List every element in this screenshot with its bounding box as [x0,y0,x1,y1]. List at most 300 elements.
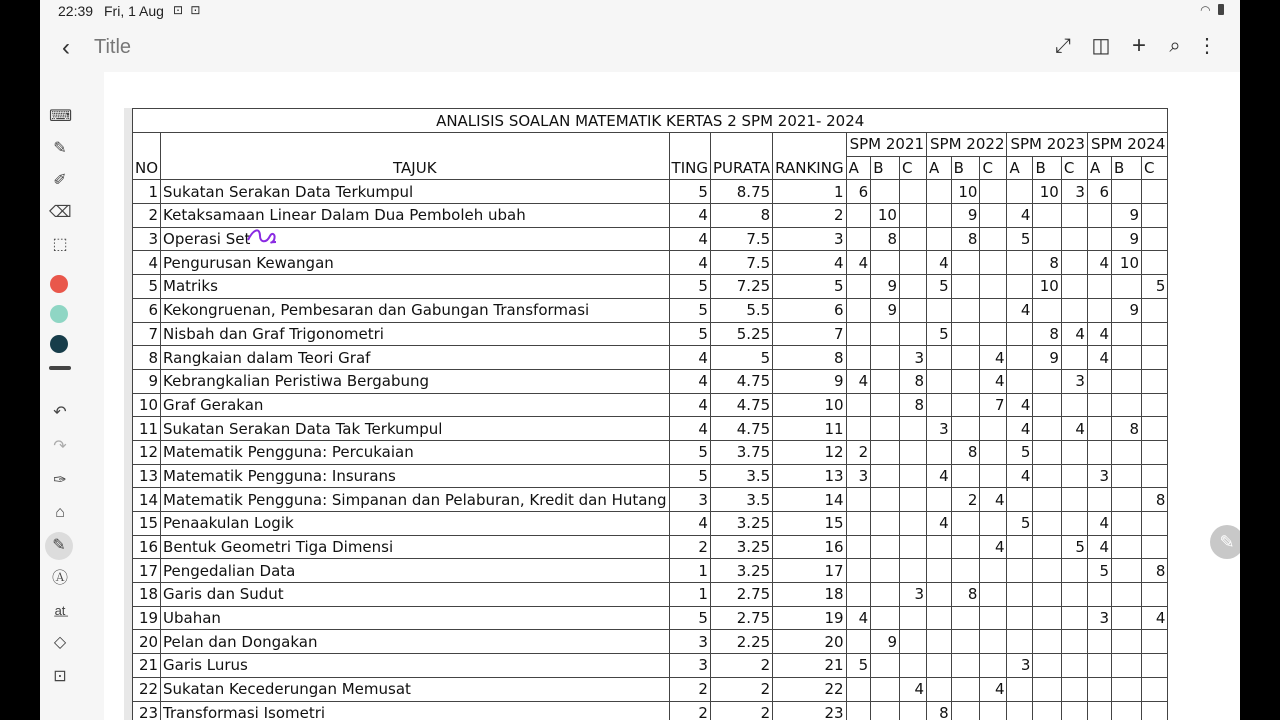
table-row [133,701,1168,720]
row-count-cell [1007,488,1033,512]
sheet-gutter [124,108,132,720]
header-part-c: C [1061,156,1087,180]
row-count-cell [899,606,926,630]
row-topic: Matematik Pengguna: Insurans [161,464,670,488]
row-count-cell [1112,464,1142,488]
row-count-cell [1142,180,1168,204]
row-count-cell [1112,583,1142,607]
row-count-cell: 2 [951,488,980,512]
row-topic: Penaakulan Logik [161,512,670,536]
row-count-cell [980,322,1007,346]
color-swatch-teal[interactable] [50,305,68,323]
row-count-cell [951,559,980,583]
row-topic: Pengurusan Kewangan [161,251,670,275]
row-count-cell [899,701,926,720]
add-page-icon[interactable]: + [1131,32,1146,59]
lock-icon[interactable]: ⊡ [53,668,67,685]
row-purata: 8.75 [710,180,772,204]
row-count-cell [980,275,1007,299]
row-count-cell [951,512,980,536]
header-ranking: RANKING [773,133,846,180]
header-part-a: A [846,156,871,180]
row-ranking: 12 [773,440,846,464]
row-topic: Matematik Pengguna: Simpanan dan Pelaburan, Kredit dan Hutang [161,488,670,512]
row-count-cell [1061,512,1087,536]
row-count-cell: 3 [899,346,926,370]
row-count-cell: 4 [927,251,952,275]
row-count-cell [1033,204,1061,228]
row-count-cell [951,535,980,559]
shapes-icon[interactable]: ◇ [53,634,67,651]
row-count-cell [1142,417,1168,441]
row-count-cell [899,559,926,583]
row-count-cell [871,180,900,204]
table-row [133,606,1168,630]
row-topic: Pelan dan Dongakan [161,630,670,654]
app-bar [40,22,1240,72]
row-count-cell [1033,512,1061,536]
shape-pen-icon[interactable]: ⌂ [55,504,65,521]
header-part-a: A [927,156,952,180]
row-purata: 5 [710,346,772,370]
row-count-cell [899,180,926,204]
row-count-cell [1112,180,1142,204]
row-count-cell [1087,630,1111,654]
row-count-cell [899,512,926,536]
row-ranking: 16 [773,535,846,559]
row-count-cell [951,654,980,678]
row-purata: 7.5 [710,227,772,251]
battery-icon [1218,4,1224,15]
row-count-cell [846,677,871,701]
row-number: 14 [133,488,161,512]
row-count-cell: 4 [1007,393,1033,417]
header-no: NO [133,133,161,180]
row-count-cell [1112,654,1142,678]
row-ting: 2 [669,535,710,559]
row-count-cell [871,393,900,417]
pen-settings-icon[interactable]: ✑ [53,472,67,489]
row-count-cell [1061,251,1087,275]
lasso-select-icon[interactable]: ⬚ [52,236,68,253]
row-count-cell: 4 [980,346,1007,370]
row-count-cell: 3 [927,417,952,441]
row-count-cell: 3 [899,583,926,607]
row-count-cell [1112,393,1142,417]
row-purata: 7.5 [710,251,772,275]
row-purata: 3.25 [710,535,772,559]
table-row [133,630,1168,654]
row-ranking: 18 [773,583,846,607]
row-count-cell [1007,346,1033,370]
row-count-cell: 8 [899,393,926,417]
back-chevron-icon[interactable]: ‹ [62,34,70,61]
row-count-cell [1087,701,1111,720]
row-ranking: 14 [773,488,846,512]
row-count-cell [1087,227,1111,251]
row-count-cell [1112,440,1142,464]
row-count-cell [1007,275,1033,299]
row-topic: Transformasi Isometri [161,701,670,720]
row-purata: 8 [710,204,772,228]
row-count-cell [1142,512,1168,536]
row-count-cell [980,417,1007,441]
row-count-cell [871,512,900,536]
row-count-cell: 3 [1087,464,1111,488]
analysis-table [132,108,1168,720]
row-count-cell [1033,488,1061,512]
row-count-cell [1033,440,1061,464]
row-count-cell [951,346,980,370]
status-date: Fri, 1 Aug [104,3,164,19]
row-count-cell: 10 [1112,251,1142,275]
row-number: 11 [133,417,161,441]
undo-icon[interactable]: ↶ [53,404,67,421]
row-topic: Sukatan Serakan Data Tak Terkumpul [161,417,670,441]
row-ting: 4 [669,393,710,417]
status-time: 22:39 [58,3,94,19]
row-count-cell [1007,322,1033,346]
row-count-cell [1033,227,1061,251]
book-view-icon[interactable]: ◫ [1091,35,1111,57]
note-canvas[interactable] [104,72,1240,720]
row-count-cell [1033,606,1061,630]
table-row [133,654,1168,678]
row-number: 16 [133,535,161,559]
row-count-cell: 4 [927,512,952,536]
row-ranking: 8 [773,346,846,370]
row-count-cell [1033,677,1061,701]
row-count-cell [1007,701,1033,720]
row-count-cell [1033,559,1061,583]
row-count-cell [1142,654,1168,678]
row-count-cell [899,227,926,251]
row-purata: 3.25 [710,559,772,583]
row-count-cell [1142,677,1168,701]
row-number: 21 [133,654,161,678]
table-row [133,275,1168,299]
row-count-cell [951,417,980,441]
row-count-cell [1087,488,1111,512]
row-ting: 5 [669,322,710,346]
row-count-cell [1061,464,1087,488]
row-count-cell [1061,630,1087,654]
row-count-cell [899,275,926,299]
row-count-cell [871,440,900,464]
highlighter-icon[interactable]: ✐ [53,172,67,189]
row-ting: 1 [669,583,710,607]
table-row [133,298,1168,322]
table-row [133,251,1168,275]
row-count-cell: 10 [871,204,900,228]
row-ranking: 4 [773,251,846,275]
row-count-cell: 8 [1033,322,1061,346]
row-topic: Sukatan Kecederungan Memusat [161,677,670,701]
row-count-cell: 3 [1061,180,1087,204]
row-count-cell [980,251,1007,275]
row-count-cell: 6 [846,180,871,204]
row-count-cell: 10 [1033,275,1061,299]
row-number: 15 [133,512,161,536]
row-count-cell [927,559,952,583]
text-tool-icon[interactable]: Ⓐ [51,570,68,587]
row-count-cell [927,583,952,607]
stroke-width-icon[interactable] [49,366,71,370]
active-pen-icon[interactable]: ✎ [45,532,73,560]
row-ting: 4 [669,204,710,228]
row-topic: Kekongruenan, Pembesaran dan Gabungan Transformasi [161,298,670,322]
row-count-cell [927,180,952,204]
row-count-cell: 4 [1087,322,1111,346]
status-bar [40,0,1240,22]
row-count-cell [951,464,980,488]
row-count-cell [1142,630,1168,654]
more-options-icon[interactable]: ⋮ [1197,35,1217,57]
row-count-cell: 4 [1061,322,1087,346]
row-number: 5 [133,275,161,299]
row-count-cell: 8 [1033,251,1061,275]
row-count-cell [899,440,926,464]
row-number: 23 [133,701,161,720]
row-count-cell: 5 [1087,559,1111,583]
row-count-cell: 4 [899,677,926,701]
color-swatch-navy[interactable] [50,335,68,353]
row-ting: 5 [669,298,710,322]
row-count-cell [1112,369,1142,393]
row-count-cell: 3 [846,464,871,488]
row-purata: 4.75 [710,417,772,441]
row-count-cell [1112,346,1142,370]
row-count-cell [1061,677,1087,701]
row-count-cell [871,488,900,512]
row-count-cell [846,322,871,346]
row-count-cell [1142,535,1168,559]
row-count-cell [951,393,980,417]
row-count-cell: 4 [846,369,871,393]
row-number: 8 [133,346,161,370]
row-ting: 4 [669,227,710,251]
row-count-cell [1033,393,1061,417]
row-count-cell [846,227,871,251]
row-count-cell: 9 [1112,204,1142,228]
row-count-cell [1112,606,1142,630]
row-count-cell [1112,630,1142,654]
color-swatch-red[interactable] [50,275,68,293]
row-count-cell [1112,535,1142,559]
header-spm-2021: SPM 2021 [846,133,926,157]
row-count-cell [1061,393,1087,417]
row-count-cell: 8 [951,227,980,251]
table-title: ANALISIS SOALAN MATEMATIK KERTAS 2 SPM 2021- 2024 [133,109,1168,133]
search-icon[interactable]: ⌕ [1169,35,1181,57]
row-topic: Operasi Set [161,227,670,251]
row-count-cell: 5 [1007,440,1033,464]
row-count-cell: 4 [846,251,871,275]
row-count-cell [1061,559,1087,583]
tablet-screen [40,0,1240,720]
table-row [133,369,1168,393]
row-ting: 4 [669,512,710,536]
row-ting: 3 [669,654,710,678]
row-count-cell [846,559,871,583]
row-count-cell: 8 [951,440,980,464]
row-count-cell: 4 [1061,417,1087,441]
eraser-icon[interactable]: ⌫ [49,204,72,221]
row-count-cell [846,393,871,417]
row-number: 9 [133,369,161,393]
row-count-cell [980,298,1007,322]
edit-pen-fab-icon[interactable]: ✎ [1210,525,1240,559]
row-topic: Rangkaian dalam Teori Graf [161,346,670,370]
row-count-cell [871,346,900,370]
row-number: 19 [133,606,161,630]
handwritten-squiggle [246,226,282,246]
row-number: 12 [133,440,161,464]
row-count-cell [980,559,1007,583]
row-count-cell [899,204,926,228]
row-count-cell: 6 [1087,180,1111,204]
row-count-cell [871,701,900,720]
row-count-cell [1142,464,1168,488]
row-ranking: 11 [773,417,846,441]
row-count-cell [1033,535,1061,559]
row-count-cell [871,535,900,559]
header-spm-2024: SPM 2024 [1087,133,1167,157]
row-count-cell [871,322,900,346]
header-spm-2023: SPM 2023 [1007,133,1087,157]
row-count-cell [1087,677,1111,701]
row-count-cell [871,559,900,583]
row-count-cell [1033,701,1061,720]
row-count-cell [927,630,952,654]
table-row [133,559,1168,583]
row-count-cell: 5 [1007,227,1033,251]
row-count-cell [899,322,926,346]
row-purata: 2 [710,654,772,678]
row-count-cell [980,583,1007,607]
table-row [133,204,1168,228]
table-row [133,535,1168,559]
row-count-cell: 9 [871,275,900,299]
row-count-cell [1087,204,1111,228]
row-count-cell [1112,701,1142,720]
row-count-cell [980,464,1007,488]
row-count-cell [1061,488,1087,512]
row-count-cell: 9 [871,630,900,654]
row-count-cell: 4 [1142,606,1168,630]
row-count-cell [871,369,900,393]
row-count-cell [927,535,952,559]
table-row [133,393,1168,417]
row-count-cell [1061,275,1087,299]
redo-icon[interactable]: ↷ [53,438,67,455]
row-count-cell: 8 [951,583,980,607]
row-ting: 4 [669,251,710,275]
row-count-cell [871,417,900,441]
row-count-cell [846,488,871,512]
row-count-cell [846,630,871,654]
row-count-cell: 9 [1112,227,1142,251]
row-number: 20 [133,630,161,654]
table-row [133,488,1168,512]
row-count-cell [980,227,1007,251]
row-count-cell: 8 [927,701,952,720]
row-count-cell [1061,227,1087,251]
row-count-cell: 4 [980,488,1007,512]
pen-icon[interactable]: ✎ [53,140,67,157]
row-count-cell [1087,298,1111,322]
row-count-cell [1007,677,1033,701]
header-part-b: B [871,156,900,180]
row-count-cell [846,275,871,299]
text-format-icon[interactable]: a̲t̲ [54,603,66,618]
row-count-cell: 10 [951,180,980,204]
header-purata: PURATA [710,133,772,180]
row-count-cell: 4 [1007,298,1033,322]
row-count-cell: 9 [871,298,900,322]
row-ranking: 20 [773,630,846,654]
row-count-cell [899,630,926,654]
row-count-cell [846,701,871,720]
row-count-cell [871,606,900,630]
row-count-cell: 4 [1007,464,1033,488]
header-part-a: A [1007,156,1033,180]
row-count-cell [1142,346,1168,370]
row-count-cell [846,204,871,228]
row-count-cell [980,606,1007,630]
table-row [133,346,1168,370]
row-topic: Matematik Pengguna: Percukaian [161,440,670,464]
row-purata: 4.75 [710,369,772,393]
keyboard-icon[interactable]: ⌨ [49,108,73,125]
header-part-b: B [951,156,980,180]
row-count-cell [899,488,926,512]
row-purata: 2.75 [710,583,772,607]
expand-icon[interactable]: ⤢ [1055,35,1071,57]
row-count-cell [951,251,980,275]
wifi-icon: ◠ [1200,3,1211,17]
row-count-cell [927,654,952,678]
row-ranking: 10 [773,393,846,417]
row-ranking: 21 [773,654,846,678]
row-purata: 5.25 [710,322,772,346]
row-count-cell: 4 [980,369,1007,393]
table-row [133,583,1168,607]
row-ting: 5 [669,606,710,630]
row-count-cell [1142,701,1168,720]
row-count-cell [1033,369,1061,393]
row-topic: Graf Gerakan [161,393,670,417]
row-count-cell [899,298,926,322]
row-ranking: 5 [773,275,846,299]
row-count-cell [980,204,1007,228]
row-ranking: 15 [773,512,846,536]
row-count-cell [899,464,926,488]
row-purata: 5.5 [710,298,772,322]
row-purata: 3.5 [710,488,772,512]
row-count-cell: 4 [1087,346,1111,370]
row-count-cell [980,701,1007,720]
row-ranking: 6 [773,298,846,322]
row-count-cell: 9 [951,204,980,228]
note-title[interactable]: Title [94,36,132,58]
row-count-cell [846,417,871,441]
row-purata: 3.25 [710,512,772,536]
row-count-cell [927,346,952,370]
row-purata: 4.75 [710,393,772,417]
row-count-cell [1033,464,1061,488]
row-count-cell [871,464,900,488]
